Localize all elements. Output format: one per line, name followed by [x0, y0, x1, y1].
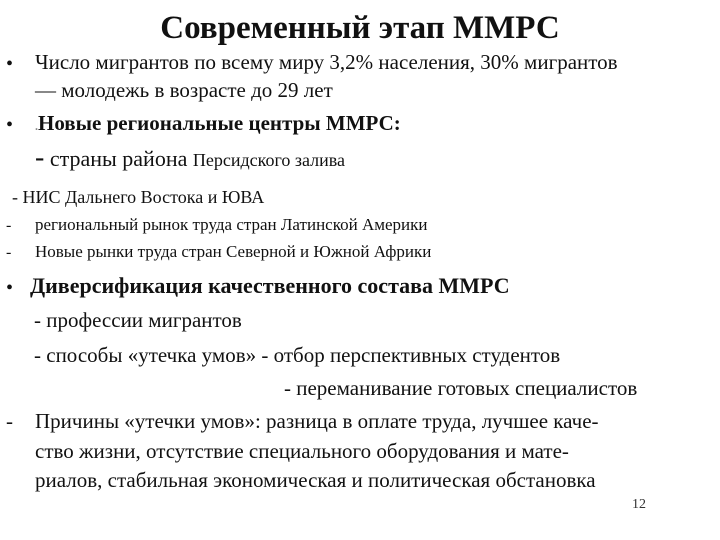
bullet-marker: • — [6, 53, 14, 75]
dash-marker: - — [6, 409, 13, 433]
sub-poaching: - переманивание готовых специалистов — [284, 376, 638, 400]
sub-africa: Новые рынки труда стран Северной и Южной Африки — [35, 242, 432, 261]
item-new-centers-heading: .Новые региональные центры ММРС: — [35, 111, 401, 135]
item-diversification-heading: Диверсификация качественного состава ММРС — [30, 273, 510, 298]
page-number: 12 — [632, 497, 646, 512]
dash-marker: - — [6, 244, 12, 261]
stray-dot: . — [35, 119, 38, 133]
sub-professions: - профессии мигрантов — [34, 308, 242, 332]
item-migrants-line-2: — молодежь в возрасте до 29 лет — [35, 78, 333, 102]
bullet-marker: • — [6, 277, 14, 299]
slide-title: Современный этап ММРС — [160, 10, 560, 46]
dash-marker: - — [6, 217, 12, 234]
reasons-line-2: ство жизни, отсутствие специального оборудования и мате- — [35, 439, 569, 463]
reasons-line-1: Причины «утечки умов»: разница в оплате труда, лучшее каче- — [35, 409, 599, 433]
sub-persian-gulf: - страны района Персидского залива — [35, 142, 346, 173]
sub-nic-asia: - НИС Дальнего Востока и ЮВА — [12, 187, 265, 207]
item-migrants-line-1: Число мигрантов по всему миру 3,2% населения, 30% мигрантов — [35, 50, 618, 74]
sub-latin-america: региональный рынок труда стран Латинской Америки — [35, 215, 428, 234]
reasons-line-3: риалов, стабильная экономическая и политическая обстановка — [35, 468, 596, 492]
sub-brain-drain-methods: - способы «утечка умов» - отбор перспективных студентов — [34, 343, 561, 367]
bullet-marker: • — [6, 114, 14, 136]
